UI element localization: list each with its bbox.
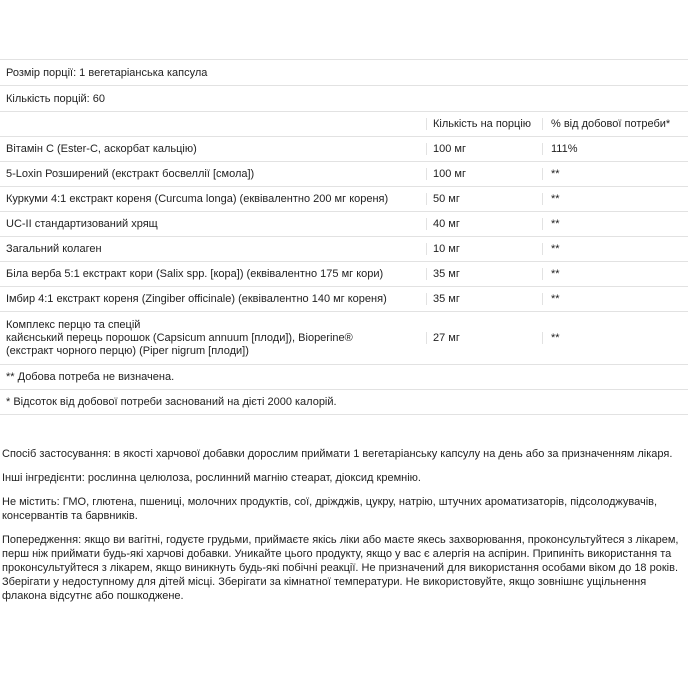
ingredient-amount: 35 мг [426,293,542,305]
ingredient-name: Імбир 4:1 екстракт кореня (Zingiber officinale) (еквівалентно 140 мг кореня) [6,292,387,305]
ingredient-amount: 50 мг [426,193,542,205]
header-amount: Кількість на порцію [426,118,542,130]
table-row [0,262,688,287]
table-header-row [0,112,688,137]
ingredient-daily-value: ** [542,168,688,180]
ingredient-name [0,319,426,358]
footnote-not-established: ** Добова потреба не визначена. [6,371,175,383]
ingredient-name-line: Комплекс перцю та спецій [6,318,141,331]
product-information [0,447,684,603]
table-row [0,287,688,312]
ingredient-name: Вітамін С (Ester-C, аскорбат кальцію) [6,142,197,155]
servings-count: Кількість порцій: 60 [6,92,106,105]
ingredient-amount: 10 мг [426,243,542,255]
table-row [0,212,688,237]
ingredient-daily-value: ** [542,243,688,255]
ingredient-name: Куркуми 4:1 екстракт кореня (Curcuma longa) (еквівалентно 200 мг кореня) [6,192,389,205]
usage-paragraph: Спосіб застосування: в якості харчової добавки дорослим приймати 1 вегетаріанську капсулу на день або за призначенням лікаря. [2,448,673,460]
serving-size: Розмір порції: 1 вегетаріанська капсула [6,66,208,79]
ingredient-amount: 100 мг [426,143,542,155]
ingredient-daily-value: ** [542,218,688,230]
ingredient-name: 5-Loxin Розширений (екстракт босвеллії [смола]) [6,167,255,180]
ingredient-amount: 35 мг [426,268,542,280]
footnote-row [0,365,688,390]
ingredient-daily-value: 111% [542,143,688,155]
table-row [0,237,688,262]
footnote-daily-value-basis: * Відсоток від добової потреби заснований на дієті 2000 калорій. [6,396,337,408]
ingredient-amount: 100 мг [426,168,542,180]
ingredient-name: Загальний колаген [6,242,102,255]
ingredient-name: UC-II стандартизований хрящ [6,217,158,230]
servings-count-row [0,86,688,112]
table-row [0,137,688,162]
free-of-paragraph: Не містить: ГМО, глютена, пшениці, молочних продуктів, сої, дріжджів, цукру, натрію, штучних ароматизаторів, підсолоджувачів, консервантів та барвників. [2,496,658,522]
ingredient-daily-value: ** [542,193,688,205]
ingredient-name-line: (екстракт чорного перцю) (Piper nigrum [плоди]) [6,344,249,357]
ingredient-daily-value: ** [542,268,688,280]
footnote-row [0,390,688,415]
table-row [0,312,688,365]
other-ingredients-paragraph: Інші інгредієнти: рослинна целюлоза, рослинний магнію стеарат, діоксид кремнію. [2,472,421,484]
table-row [0,187,688,212]
ingredient-daily-value: ** [542,332,688,344]
ingredient-amount: 27 мг [426,332,542,344]
supplement-facts-table [0,59,688,415]
serving-size-row [0,59,688,86]
ingredient-name: Біла верба 5:1 екстракт кори (Salix spp. [кора]) (еквівалентно 175 мг кори) [6,267,384,280]
ingredient-daily-value: ** [542,293,688,305]
table-row [0,162,688,187]
ingredient-amount: 40 мг [426,218,542,230]
warning-paragraph: Попередження: якщо ви вагітні, годуєте грудьми, приймаєте якісь ліки або маєте якесь захворювання, проконсультуйтеся з лікарем, перш ніж приймати будь-які харчові добавки. Уникайте цього продукту, якщо у вас є алергія на аспірин. Припиніть використання та проконсультуйтеся з лікарем, якщо виникнуть будь-які побічні реакції. Не призначений для використання особами віком до 18 років. Зберігати у недоступному для дітей місці. Зберігати за кімнатної температури. Не використовуйте, якщо зовнішнє ущільнення флакона відсутнє або пошкоджене. [2,534,679,602]
header-daily-value: % від добової потреби* [542,118,688,130]
ingredient-name-line: кайєнський перець порошок (Capsicum annuum [плоди]), Bioperine® [6,331,353,344]
